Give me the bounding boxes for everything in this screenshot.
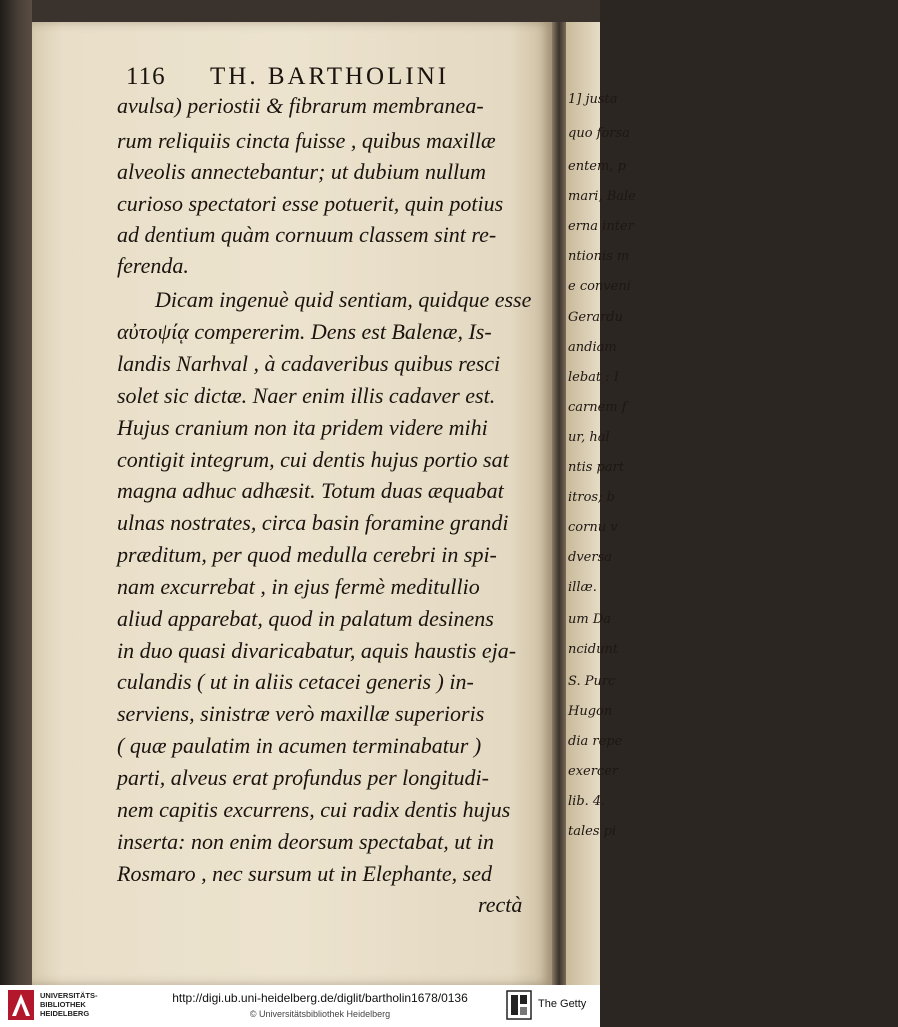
text-line: contigit integrum, cui dentis hujus portio sat — [117, 447, 509, 472]
facing-page-line: mari, Bale — [568, 189, 636, 204]
facing-page-line: S. Purc — [568, 674, 616, 689]
text-line: nem capitis excurrens, cui radix dentis hujus — [117, 797, 511, 822]
text-line: ( quæ paulatim in acumen terminabatur ) — [117, 733, 482, 758]
library-name-line: UNIVERSITÄTS- — [40, 991, 98, 1000]
facing-page-line: e conveni — [568, 279, 631, 294]
facing-page-line: lib. 4. — [568, 794, 606, 809]
facing-page-line: dversa — [568, 550, 612, 565]
heidelberg-library-logo-icon — [6, 988, 36, 1022]
text-line: aliud apparebat, quod in palatum desinens — [117, 606, 494, 631]
text-line: alveolis annectebantur; ut dubium nullum — [117, 159, 487, 184]
facing-page-line: ntionis m — [568, 249, 630, 264]
facing-page-line: quo forsa — [568, 126, 630, 141]
running-title: TH. BARTHOLINI — [210, 63, 450, 90]
text-line: Hujus cranium non ita pridem videre mihi — [117, 415, 488, 440]
facing-page-line: andiam — [568, 340, 617, 355]
text-line: solet sic dictæ. Naer enim illis cadaver est. — [117, 383, 496, 408]
text-line: culandis ( ut in aliis cetacei generis ) in- — [117, 669, 474, 694]
getty-logo-icon — [506, 990, 532, 1020]
text-line: nam excurrebat , in ejus fermè meditullio — [117, 574, 480, 599]
facing-page-line: um Da — [568, 612, 612, 627]
facing-page-line: itros; b — [568, 490, 615, 505]
facing-page-line: ur, hal — [568, 430, 610, 445]
text-line: serviens, sinistræ verò maxillæ superioris — [117, 701, 485, 726]
text-line: curioso spectatori esse potuerit, quin potius — [117, 191, 504, 216]
facing-page-line: ncidunt — [568, 642, 619, 657]
text-line: rum reliquiis cincta fuisse , quibus maxillæ — [117, 128, 496, 153]
text-line: præditum, per quod medulla cerebri in spi- — [117, 542, 497, 567]
text-line: ulnas nostrates, circa basin foramine grandi — [117, 510, 509, 535]
text-line: in duo quasi divaricabatur, aquis haustis eja- — [117, 638, 517, 663]
facing-page-line: dia repe — [568, 734, 623, 749]
text-line: landis Narhval , à cadaveribus quibus resci — [117, 351, 501, 376]
facing-page-fragment — [566, 22, 636, 985]
footer-bar — [0, 985, 600, 1027]
library-name-line: HEIDELBERG — [40, 1009, 90, 1018]
text-line: Dicam ingenuè quid sentiam, quidque esse — [155, 287, 532, 312]
facing-page-line: ntis part — [568, 460, 625, 475]
text-line: ad dentium quàm cornuum classem sint re- — [117, 222, 497, 247]
facing-page-line: Hugon — [568, 704, 613, 719]
book-left-edge — [0, 0, 32, 985]
text-line: rectà — [478, 892, 523, 917]
library-name — [40, 991, 140, 1018]
text-line: ferenda. — [117, 253, 189, 278]
text-line: parti, alveus erat profundus per longitudi- — [117, 765, 489, 790]
book-gutter — [552, 22, 566, 985]
facing-page-line: lebat : I — [568, 370, 619, 385]
facing-page-line: 1] justa — [568, 92, 618, 107]
copyright-notice: © Universitätsbibliothek Heidelberg — [249, 1009, 391, 1019]
facing-page-line: entem, p — [568, 159, 626, 174]
facing-page-line: erna inter — [568, 219, 634, 234]
facing-page-line: cornu v — [568, 520, 618, 535]
getty-name: The Getty — [538, 998, 587, 1010]
text-line: αὐτοψίᾳ compererim. Dens est Balenæ, Is- — [117, 319, 492, 344]
text-line: Rosmaro , nec sursum ut in Elephante, sed — [117, 861, 492, 886]
facing-page-line: illæ. — [568, 580, 597, 595]
library-name-line: BIBLIOTHEK — [40, 1000, 86, 1009]
facing-page-line: Gerardu — [568, 310, 623, 325]
running-head — [126, 63, 546, 91]
text-line: avulsa) periostii & fibrarum membranea- — [117, 93, 484, 118]
facing-page-line: carnem f — [568, 400, 627, 415]
page-number: 116 — [126, 63, 166, 90]
permalink-url[interactable]: http://digi.ub.uni-heidelberg.de/diglit/bartholin1678/0136 — [172, 991, 468, 1005]
facing-page-line: exercer — [568, 764, 619, 779]
text-line: magna adhuc adhæsit. Totum duas æquabat — [117, 478, 504, 503]
facing-page-line: tales pi — [568, 824, 617, 839]
text-line: inserta: non enim deorsum spectabat, ut in — [117, 829, 495, 854]
